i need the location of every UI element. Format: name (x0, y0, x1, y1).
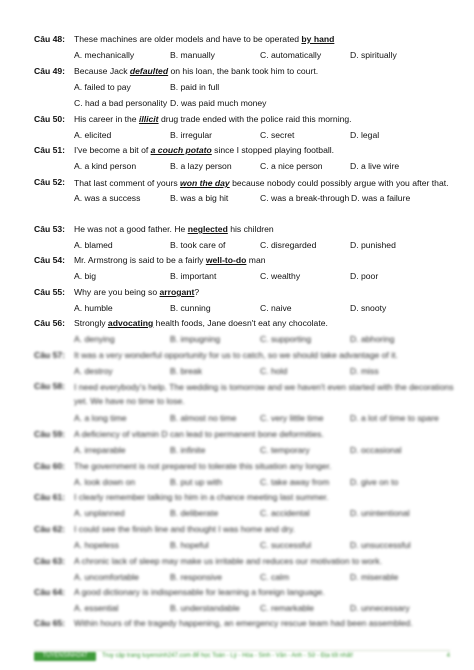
option-c[interactable]: C. naive (260, 303, 292, 313)
option-c[interactable]: C. was a break-through (260, 193, 350, 203)
question-stem: I need everybody's help. The wedding is tomorrow and we haven't even started with the decorations yet. We have no time to lose. (74, 382, 454, 406)
question-number: Câu 55: (34, 287, 66, 297)
option-c[interactable]: C. had a bad personality (74, 98, 168, 108)
answer-options (74, 50, 460, 61)
option-a[interactable]: A. blamed (74, 240, 113, 250)
answer-options (74, 82, 460, 93)
question-stem: Within hours of the tragedy happening, an emergency rescue team had been assembled. (74, 618, 413, 628)
question-number: Câu 54: (34, 255, 66, 265)
answer-options (74, 193, 460, 204)
question-number: Câu 51: (34, 145, 66, 155)
question-number: Câu 48: (34, 34, 66, 44)
option-d[interactable]: D. poor (350, 271, 379, 281)
option-b: B. break (170, 366, 203, 376)
option-c[interactable]: C. secret (260, 130, 295, 140)
option-b: B. deliberate (170, 508, 219, 518)
option-c: C. accidental (260, 508, 310, 518)
answer-options (74, 271, 460, 282)
option-d[interactable]: D. punished (350, 240, 396, 250)
option-c: C. very little time (260, 413, 324, 423)
option-b: B. almost no time (170, 413, 237, 423)
question-number: Câu 61: (34, 492, 66, 502)
footer-logo: TUYENSINH247 (34, 652, 96, 661)
option-a[interactable]: A. elicited (74, 130, 112, 140)
answer-options (74, 303, 460, 314)
option-a[interactable]: A. was a success (74, 193, 141, 203)
question-64 (34, 587, 460, 614)
option-c[interactable]: C. a nice person (260, 161, 323, 171)
question-51 (34, 145, 460, 172)
question-60 (34, 461, 460, 488)
question-55 (34, 287, 460, 314)
option-b: B. responsive (170, 572, 223, 582)
key-phrase: by hand (301, 34, 335, 44)
option-c: C. successful (260, 540, 312, 550)
option-d: D. give on to (350, 477, 399, 487)
question-53 (34, 224, 460, 251)
option-a: A. a long time (74, 413, 127, 423)
question-number: Câu 63: (34, 556, 66, 566)
question-stem: It was a very wonderful opportunity for us to catch, so we should take advantage of it. (74, 350, 398, 360)
question-stem: These machines are older models and have to be operated by hand (74, 34, 335, 44)
option-c: C. remarkable (260, 603, 314, 613)
option-c: C. take away from (260, 477, 330, 487)
option-d[interactable]: D. spiritually (350, 50, 397, 60)
option-b[interactable]: B. irregular (170, 130, 213, 140)
question-number: Câu 62: (34, 524, 66, 534)
question-stem: A chronic lack of sleep may make us irritable and reduces our motivation to work. (74, 556, 383, 566)
key-phrase: well-to-do (205, 255, 247, 265)
option-a: A. denying (74, 334, 115, 344)
answer-options (74, 572, 460, 583)
question-stem: A deficiency of vitamin D can lead to permanent bone deformities. (74, 429, 324, 439)
option-c: C. supporting (260, 334, 312, 344)
question-number: Câu 64: (34, 587, 66, 597)
question-59 (34, 429, 460, 456)
option-a[interactable]: A. failed to pay (74, 82, 131, 92)
option-d[interactable]: D. a live wire (350, 161, 400, 171)
option-b: B. infinite (170, 445, 206, 455)
key-phrase: illicit (138, 114, 159, 124)
answer-options (74, 161, 460, 172)
question-stem: I could see the finish line and thought I was home and dry. (74, 524, 296, 534)
answer-options (74, 603, 460, 614)
option-d[interactable]: D. was a failure (351, 193, 411, 203)
option-a[interactable]: A. mechanically (74, 50, 135, 60)
option-d[interactable]: D. was paid much money (170, 98, 267, 108)
option-a: A. irreparable (74, 445, 126, 455)
option-a: A. destroy (74, 366, 113, 376)
question-57 (34, 350, 460, 377)
option-d: D. miss (350, 366, 379, 376)
option-b[interactable]: B. took care of (170, 240, 226, 250)
answer-options (74, 413, 460, 424)
option-b[interactable]: B. was a big hit (170, 193, 229, 203)
question-stem: I clearly remember talking to him in a chance meeting last summer. (74, 492, 329, 502)
answer-options (74, 477, 460, 488)
option-d: D. unintentional (350, 508, 410, 518)
question-stem: Mr. Armstrong is said to be a fairly well-to-do man (74, 255, 266, 265)
question-number: Câu 50: (34, 114, 66, 124)
question-number: Câu 52: (34, 177, 66, 187)
option-a: A. uncomfortable (74, 572, 139, 582)
option-a: A. unplanned (74, 508, 125, 518)
option-d: D. unnecessary (350, 603, 410, 613)
question-63 (34, 556, 460, 583)
question-stem: Because Jack defaulted on his loan, the bank took him to court. (74, 66, 319, 76)
option-d: D. unsuccessful (350, 540, 411, 550)
option-a: A. look down on (74, 477, 136, 487)
option-d: D. miserable (350, 572, 399, 582)
question-stem: Strongly advocating health foods, Jane doesn't eat any chocolate. (74, 318, 328, 328)
question-stem: His career in the illicit drug trade ended with the police raid this morning. (74, 114, 352, 124)
key-phrase: defaulted (129, 66, 169, 76)
question-number: Câu 49: (34, 66, 66, 76)
question-62 (34, 524, 460, 551)
question-56 (34, 318, 460, 345)
option-d: D. occasional (350, 445, 402, 455)
option-c[interactable]: C. automatically (260, 50, 322, 60)
question-stem: The government is not prepared to tolerate this situation any longer. (74, 461, 332, 471)
option-a: A. hopeless (74, 540, 119, 550)
option-a[interactable]: A. big (74, 271, 96, 281)
question-stem: That last comment of yours won the day because nobody could possibly argue with you after that. (74, 178, 449, 188)
question-number: Câu 57: (34, 350, 66, 360)
option-b[interactable]: B. important (170, 271, 217, 281)
option-a[interactable]: A. humble (74, 303, 113, 313)
option-a: A. essential (74, 603, 119, 613)
question-54 (34, 255, 460, 282)
answer-options (74, 366, 460, 377)
option-d: D. abhoring (350, 334, 395, 344)
option-b[interactable]: B. paid in full (170, 82, 220, 92)
question-number: Câu 53: (34, 224, 66, 234)
question-number: Câu 59: (34, 429, 66, 439)
question-stem: I've become a bit of a couch potato since I stopped playing football. (74, 145, 335, 155)
option-c: C. temporary (260, 445, 310, 455)
answer-options (74, 334, 460, 345)
option-b[interactable]: B. cunning (170, 303, 211, 313)
answer-options (74, 508, 460, 519)
question-65 (34, 618, 460, 629)
option-b: B. understandable (170, 603, 240, 613)
question-48 (34, 34, 460, 61)
answer-options (74, 98, 460, 109)
answer-options (74, 240, 460, 251)
key-phrase: advocating (107, 318, 154, 328)
question-stem: He was not a good father. He neglected his children (74, 224, 274, 234)
option-c[interactable]: C. disregarded (260, 240, 317, 250)
footer-text[interactable]: Truy cập trang tuyensinh247.com để học Toán - Lý - Hóa - Sinh - Văn - Anh - Sử - Địa tốt nhất! (102, 653, 354, 659)
question-number: Câu 58: (34, 381, 66, 391)
question-number: Câu 56: (34, 318, 66, 328)
question-stem: Why are you being so arrogant? (74, 287, 200, 297)
question-52 (34, 177, 460, 204)
page-number: 4 (446, 653, 450, 659)
option-b: B. put up with (170, 477, 223, 487)
answer-options (74, 540, 460, 551)
question-61 (34, 492, 460, 519)
option-d[interactable]: D. legal (350, 130, 380, 140)
question-number: Câu 60: (34, 461, 66, 471)
question-49 (34, 66, 460, 109)
option-b: B. hopeful (170, 540, 209, 550)
page-footer (34, 650, 450, 661)
option-c: C. hold (260, 366, 288, 376)
option-c: C. calm (260, 572, 290, 582)
option-b[interactable]: B. a lazy person (170, 161, 232, 171)
option-d[interactable]: D. snooty (350, 303, 387, 313)
answer-options (74, 130, 460, 141)
question-number: Câu 65: (34, 618, 66, 628)
option-b: B. impugning (170, 334, 221, 344)
key-phrase: a couch potato (150, 145, 212, 155)
option-a[interactable]: A. a kind person (74, 161, 137, 171)
question-stem: A good dictionary is indispensable for learning a foreign language. (74, 587, 325, 597)
option-b[interactable]: B. manually (170, 50, 215, 60)
option-d: D. a lot of time to spare (350, 413, 439, 423)
answer-options (74, 445, 460, 456)
option-c[interactable]: C. wealthy (260, 271, 301, 281)
question-58 (34, 381, 460, 424)
question-50 (34, 114, 460, 141)
key-phrase: neglected (187, 224, 228, 234)
key-phrase: arrogant (159, 287, 195, 297)
key-phrase: won the day (180, 178, 230, 188)
